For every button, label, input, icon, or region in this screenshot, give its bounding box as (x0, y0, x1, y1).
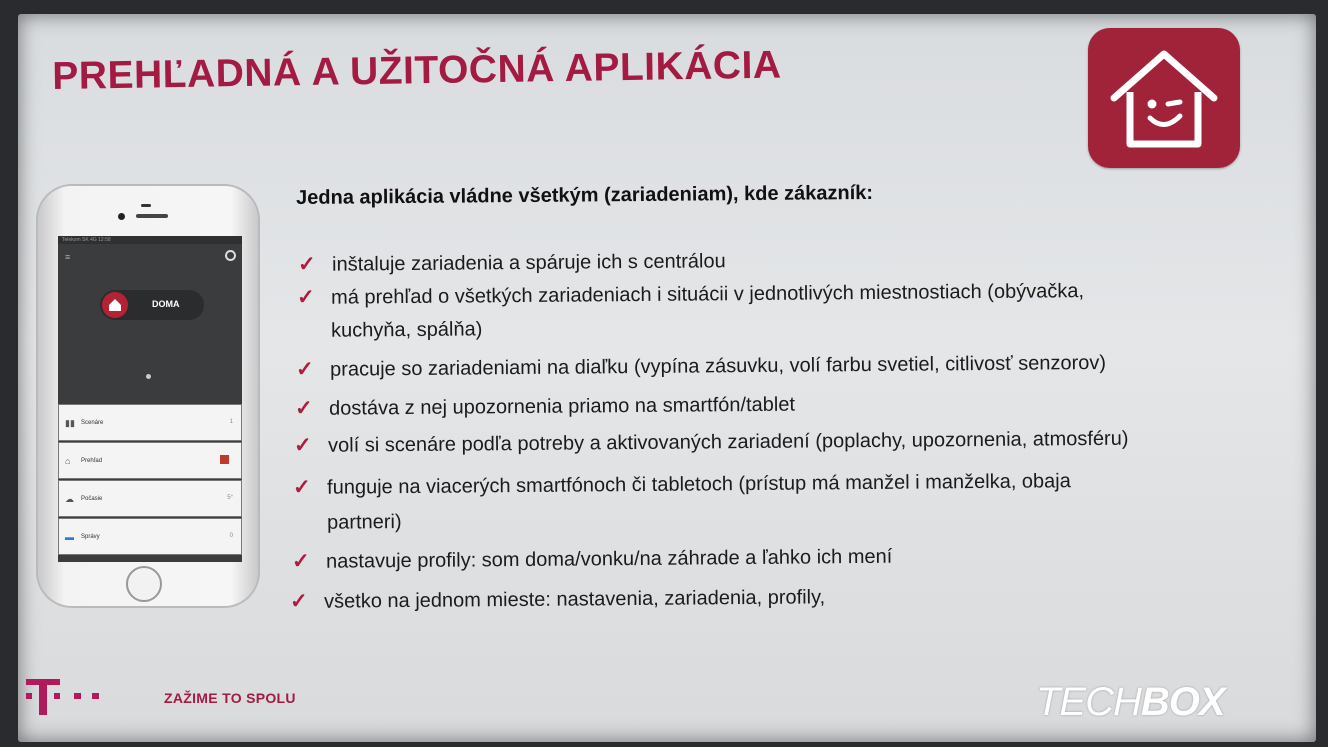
intro-heading: Jedna aplikácia vládne všetkým (zariadeniam), kde zákazník: (296, 181, 874, 209)
checkmark-icon: ✓ (292, 549, 310, 573)
home-icon: ⌂ (65, 456, 71, 466)
list-item-text: inštaluje zariadenia a spáruje ich s centrálou (332, 250, 726, 276)
brand-light: TECH (1036, 680, 1141, 724)
weather-icon: ☁ (65, 494, 74, 504)
list-item-text: funguje na viacerých smartfónoch či tabletoch (prístup má manžel i manželka, obaja (327, 470, 1071, 499)
brand-bold: BOX (1140, 680, 1225, 724)
tile-value: 0 (229, 533, 233, 539)
slide-title: PREHĽADNÁ A UŽITOČNÁ APLIKÁCIA (52, 43, 782, 98)
tile-label: Počasie (81, 496, 103, 502)
list-item-text: má prehľad o všetkých zariadeniach i situácii v jednotlivých miestnostiach (obývačka, (331, 280, 1085, 309)
checkmark-icon: ✓ (298, 252, 316, 276)
checkmark-icon: ✓ (294, 433, 312, 457)
slogan: ZAŽIME TO SPOLU (164, 690, 296, 706)
tile-value: 1 (229, 419, 233, 425)
list-item-text: dostáva z nej upozornenia priamo na smartfón/tablet (329, 393, 796, 420)
checkmark-icon: ✓ (296, 357, 314, 381)
checkmark-icon: ✓ (293, 475, 311, 499)
list-item-text: volí si scenáre podľa potreby a aktivovaných zariadení (poplachy, upozornenia, atmosféru) (328, 427, 1129, 457)
checkmark-icon: ✓ (295, 396, 313, 420)
list-item-text: kuchyňa, spálňa) (331, 318, 483, 342)
scenes-icon: ▮▮ (65, 418, 75, 428)
mode-label: DOMA (152, 299, 180, 309)
telekom-logo (26, 677, 116, 717)
messages-icon: ▬ (65, 532, 74, 542)
list-item-text: všetko na jednom mieste: nastavenia, zariadenia, profily, (324, 586, 826, 613)
tile-value: 5° (227, 495, 233, 501)
list-item-text: nastavuje profily: som doma/vonku/na záhrade a ľahko ich mení (326, 545, 893, 573)
tile-label: Prehľad (81, 458, 103, 464)
checkmark-icon: ✓ (297, 285, 315, 309)
techbox-watermark (1036, 680, 1225, 725)
phone-status-bar: Telekom SK 4G 12:58 (58, 236, 242, 244)
list-item-text: partneri) (327, 511, 402, 534)
tile-label: Správy (81, 534, 100, 540)
list-item-text: pracuje so zariadeniami na diaľku (vypína zásuvku, volí farbu svetiel, citlivosť senzorov) (330, 351, 1107, 381)
hamburger-menu-icon[interactable]: ≡ (65, 252, 71, 262)
tile-label: Scenáre (81, 420, 104, 426)
checkmark-icon: ✓ (290, 589, 308, 613)
